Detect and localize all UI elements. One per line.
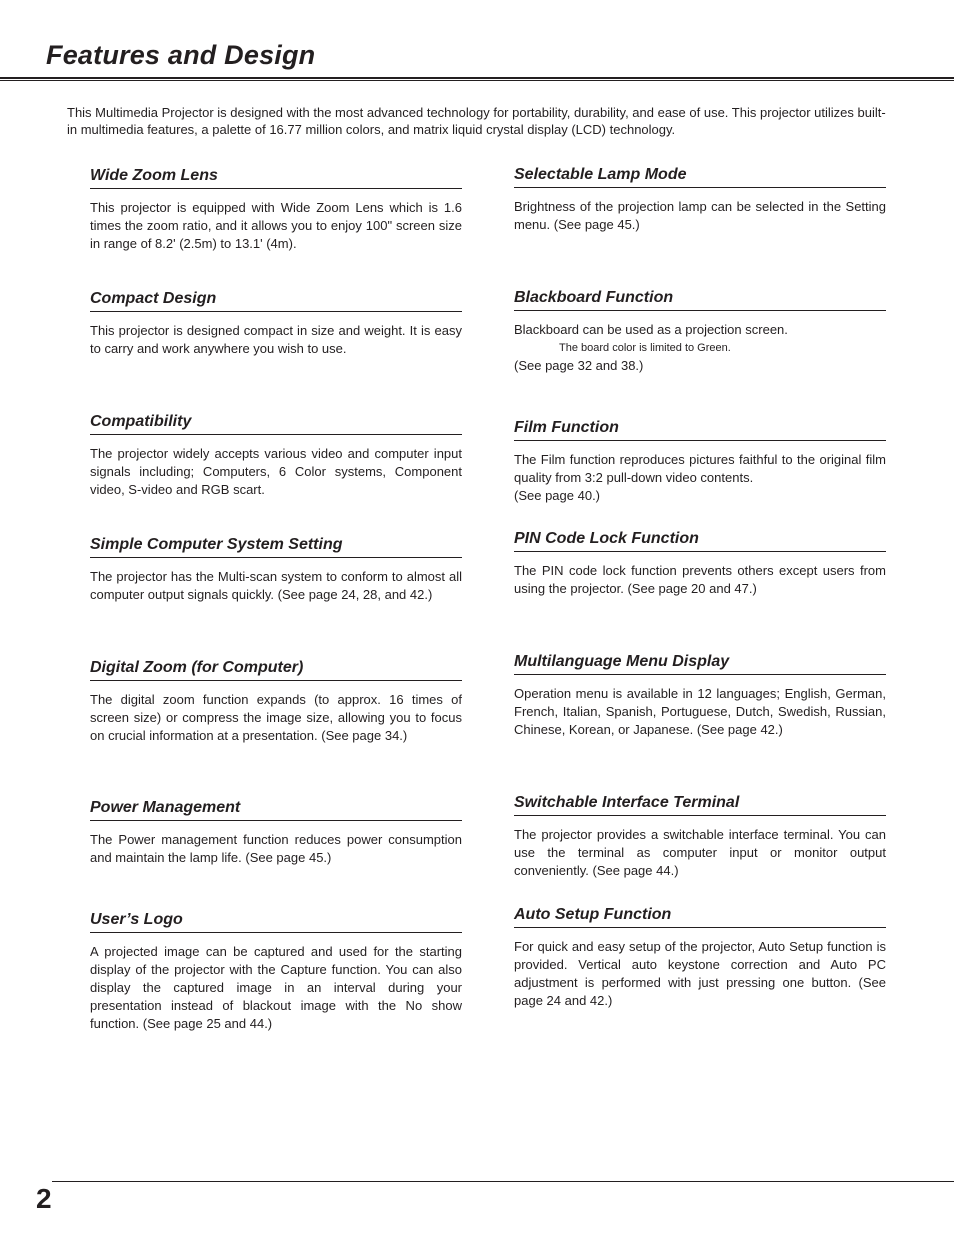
section-body: The Power management function reduces power consumption and maintain the lamp life. (See page 45.) — [90, 832, 462, 865]
section-heading: Blackboard Function — [514, 288, 886, 311]
section-body: The digital zoom function expands (to approx. 16 times of screen size) or compress the image size, allowing you to focus on crucial information at a presentation. (See page 34.) — [90, 692, 462, 743]
section-body: A projected image can be captured and used for the starting display of the projector with the Capture function. You can also display the captured image in an interval during your presentation instead of blackout image with the No show function. (See page 25 and 44.) — [90, 944, 462, 1031]
section-heading: Wide Zoom Lens — [90, 166, 462, 189]
section-auto-setup — [514, 905, 886, 1010]
section-heading: User’s Logo — [90, 910, 462, 933]
section-users-logo — [90, 910, 462, 1033]
section-multilanguage-menu — [514, 652, 886, 739]
section-page-ref: (See page 32 and 38.) — [514, 358, 644, 373]
page-number: 2 — [36, 1183, 52, 1214]
section-body: Operation menu is available in 12 languages; English, German, French, Italian, Spanish, Portuguese, Dutch, Swedish, Russian, Chinese, Korean, or Japanese. (See page 42.) — [514, 686, 886, 737]
section-digital-zoom — [90, 658, 462, 745]
section-body: Brightness of the projection lamp can be selected in the Setting menu. (See page 45.) — [514, 199, 886, 232]
section-compatibility — [90, 412, 462, 499]
section-heading: Simple Computer System Setting — [90, 535, 462, 558]
title-rule — [0, 77, 954, 79]
section-power-management — [90, 798, 462, 867]
section-wide-zoom-lens — [90, 166, 462, 253]
page-title: Features and Design — [46, 40, 316, 70]
section-body: This projector is equipped with Wide Zoom Lens which is 1.6 times the zoom ratio, and it allows you to enjoy 100" screen size in range of 8.2' (2.5m) to 13.1' (4m). — [90, 200, 462, 251]
section-body: Blackboard can be used as a projection screen. — [514, 322, 788, 337]
section-page-ref: (See page 40.) — [514, 488, 601, 503]
section-heading: Film Function — [514, 418, 886, 441]
intro-paragraph: This Multimedia Projector is designed with the most advanced technology for portability, durability, and ease of use. This projector utilizes built-in multimedia features, a palette of 16.77 million colors, and matrix liquid crystal display (LCD) technology. — [67, 105, 886, 137]
section-selectable-lamp-mode — [514, 165, 886, 234]
section-heading: Auto Setup Function — [514, 905, 886, 928]
section-body: The PIN code lock function prevents others except users from using the projector. (See page 20 and 47.) — [514, 563, 886, 596]
section-film-function — [514, 418, 886, 505]
section-heading: PIN Code Lock Function — [514, 529, 886, 552]
section-pin-code-lock — [514, 529, 886, 598]
section-heading: Multilanguage Menu Display — [514, 652, 886, 675]
section-heading: Compatibility — [90, 412, 462, 435]
section-body: The projector has the Multi-scan system to conform to almost all computer output signals quickly. (See page 24, 28, and 42.) — [90, 569, 462, 602]
footer-rule — [52, 1181, 954, 1182]
section-heading: Power Management — [90, 798, 462, 821]
section-heading: Digital Zoom (for Computer) — [90, 658, 462, 681]
title-rule-thin — [0, 80, 954, 81]
section-body: The projector provides a switchable interface terminal. You can use the terminal as computer input or monitor output conveniently. (See page 44.) — [514, 827, 886, 878]
section-simple-computer-system-setting — [90, 535, 462, 604]
section-body: For quick and easy setup of the projector, Auto Setup function is provided. Vertical auto keystone correction and Auto PC adjustment is performed with just pressing one button. (See page 24 and 42.) — [514, 939, 886, 1008]
section-body: The projector widely accepts various video and computer input signals including; Computers, 6 Color systems, Component video, S-video and RGB scart. — [90, 446, 462, 497]
section-heading: Selectable Lamp Mode — [514, 165, 886, 188]
section-body: This projector is designed compact in size and weight. It is easy to carry and work anywhere you wish to use. — [90, 323, 462, 356]
section-blackboard-function — [514, 288, 886, 375]
section-heading: Switchable Interface Terminal — [514, 793, 886, 816]
section-compact-design — [90, 289, 462, 358]
section-note: The board color is limited to Green. — [559, 342, 731, 354]
section-switchable-interface — [514, 793, 886, 880]
section-body: The Film function reproduces pictures faithful to the original film quality from 3:2 pull-down video contents. — [514, 452, 886, 485]
section-heading: Compact Design — [90, 289, 462, 312]
